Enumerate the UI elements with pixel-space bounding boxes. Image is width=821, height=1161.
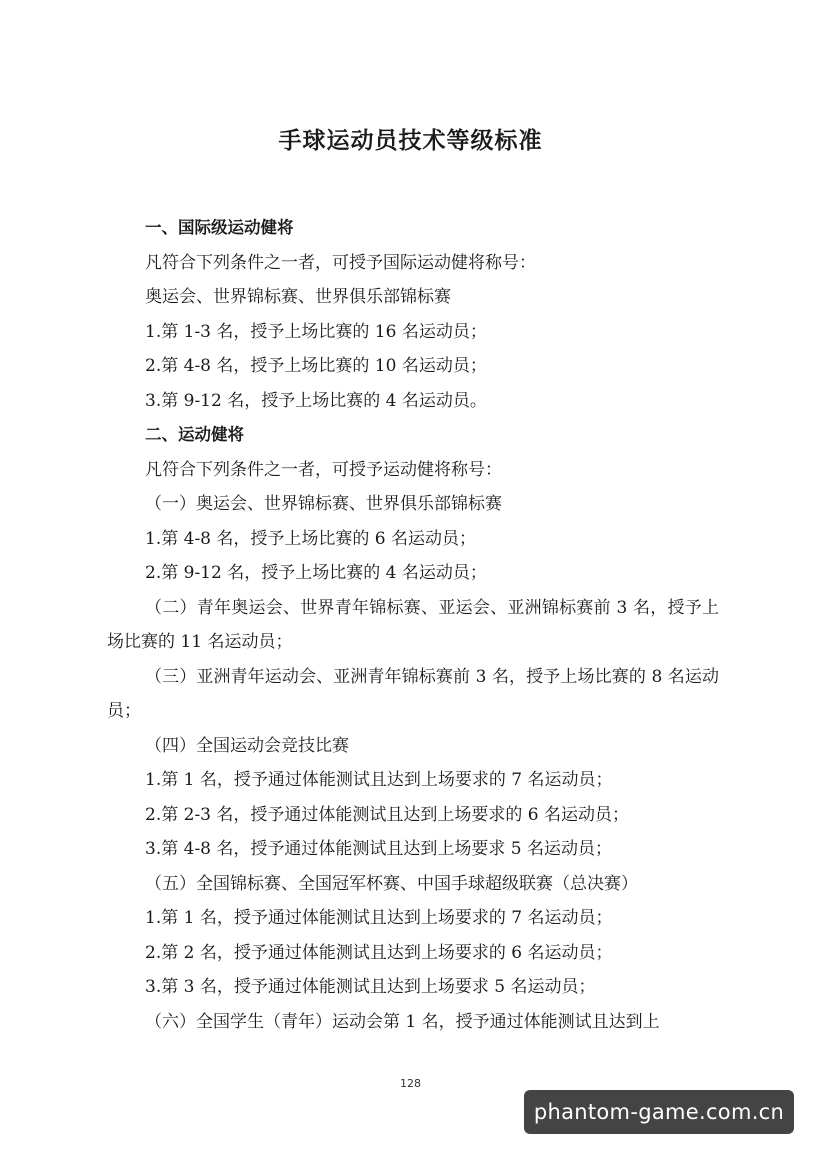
subsection-paragraph: （三）亚洲青年运动会、亚洲青年锦标赛前 3 名，授予上场比赛的 8 名运动员；: [107, 666, 719, 721]
list-item: 2.第 2-3 名，授予通过体能测试且达到上场要求的 6 名运动员；: [145, 804, 630, 825]
subsection-label: （六）全国学生（青年）运动会第 1 名，授予通过体能测试且达到上: [145, 1011, 660, 1032]
subsection-label: （四）全国运动会竞技比赛: [145, 735, 349, 756]
subsection-label: （五）全国锦标赛、全国冠军杯赛、中国手球超级联赛（总决赛）: [145, 873, 638, 894]
list-item: 2.第 9-12 名，授予上场比赛的 4 名运动员；: [145, 563, 487, 583]
subsection-paragraph: （二）青年奥运会、世界青年锦标赛、亚运会、亚洲锦标赛前 3 名，授予上场比赛的 11 名运动员；: [107, 597, 719, 652]
list-item: 2.第 2 名，授予通过体能测试且达到上场要求的 6 名运动员；: [145, 942, 613, 963]
list-item: 1.第 4-8 名，授予上场比赛的 6 名运动员；: [145, 528, 477, 549]
list-item: 3.第 4-8 名，授予通过体能测试且达到上场要求 5 名运动员；: [145, 839, 613, 859]
document-body: [107, 211, 727, 1039]
list-item: 2.第 4-8 名，授予上场比赛的 10 名运动员；: [145, 356, 487, 376]
document-title: 手球运动员技术等级标准: [278, 128, 543, 154]
event-list: 奥运会、世界锦标赛、世界俱乐部锦标赛: [145, 287, 451, 307]
list-item: 1.第 1-3 名，授予上场比赛的 16 名运动员；: [145, 321, 487, 342]
watermark-badge: phantom-game.com.cn: [524, 1090, 794, 1134]
subsection-label: （一）奥运会、世界锦标赛、世界俱乐部锦标赛: [145, 494, 502, 514]
section-intro: 凡符合下列条件之一者，可授予运动健将称号：: [145, 459, 502, 480]
section-heading-master: 二、运动健将: [145, 425, 244, 444]
section-intro: 凡符合下列条件之一者，可授予国际运动健将称号：: [145, 252, 536, 273]
page-number: 128: [400, 1077, 421, 1090]
list-item: 3.第 9-12 名，授予上场比赛的 4 名运动员。: [145, 390, 487, 411]
list-item: 3.第 3 名，授予通过体能测试且达到上场要求 5 名运动员；: [145, 977, 596, 997]
list-item: 1.第 1 名，授予通过体能测试且达到上场要求的 7 名运动员；: [145, 770, 613, 790]
list-item: 1.第 1 名，授予通过体能测试且达到上场要求的 7 名运动员；: [145, 908, 613, 928]
section-heading-international-master: 一、国际级运动健将: [145, 218, 294, 237]
